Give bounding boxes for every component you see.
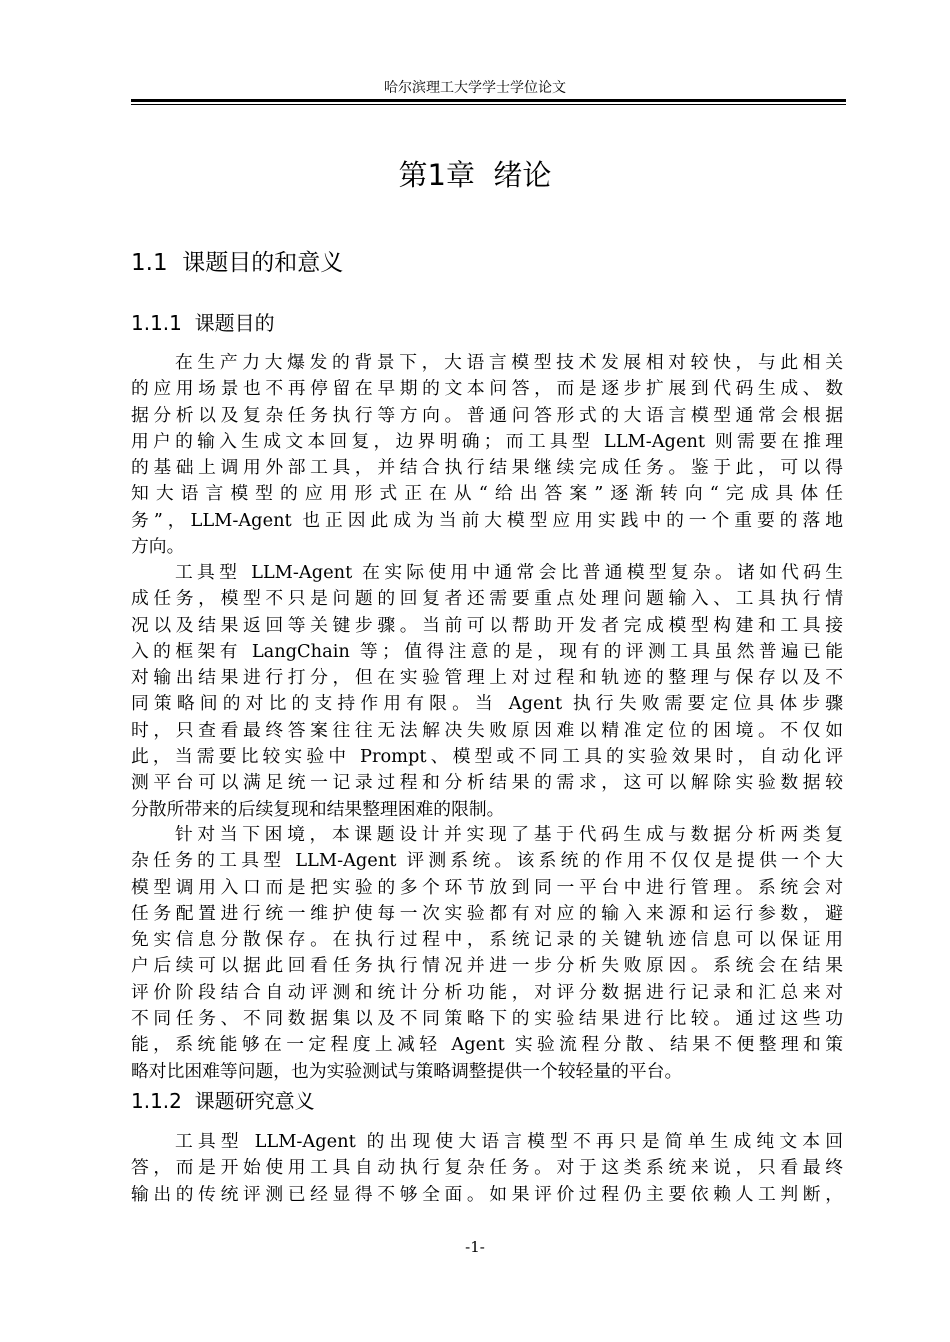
subsection-heading-significance: 1.1.2 课题研究意义 bbox=[131, 1089, 315, 1113]
text-line: 的基础上调用外部工具，并结合执行结果继续完成任务。鉴于此，可以得 bbox=[131, 457, 843, 479]
paragraph-4 bbox=[131, 1129, 843, 1208]
text-line: 成任务，模型不只是问题的回复者还需要重点处理问题输入、工具执行情 bbox=[131, 588, 843, 610]
page-number: -1- bbox=[465, 1238, 485, 1256]
text-line: 输出的传统评测已经显得不够全面。如果评价过程仍主要依赖人工判断， bbox=[131, 1183, 843, 1205]
text-line: 工具型 LLM-Agent 在实际使用中通常会比普通模型复杂。诸如代码生 bbox=[175, 562, 843, 583]
text-line: 的应用场景也不再停留在早期的文本问答，而是逐步扩展到代码生成、数 bbox=[131, 378, 843, 400]
text-line: 能，系统能够在一定程度上减轻 Agent 实验流程分散、结果不便整理和策 bbox=[131, 1034, 843, 1056]
text-line: 用户的输入生成文本回复，边界明确；而工具型 LLM-Agent 则需要在推理 bbox=[131, 430, 843, 452]
section-heading: 1.1 课题目的和意义 bbox=[131, 250, 344, 276]
text-line: 任务配置进行统一维护使每一次实验都有对应的输入来源和运行参数，避 bbox=[131, 902, 843, 924]
chapter-title: 第1章 绪论 bbox=[398, 158, 552, 192]
subsection-heading-purpose: 1.1.1 课题目的 bbox=[131, 311, 275, 335]
text-line: 此，当需要比较实验中 Prompt、模型或不同工具的实验效果时，自动化评 bbox=[131, 746, 843, 768]
text-line: 答，而是开始使用工具自动执行复杂任务。对于这类系统来说，只看最终 bbox=[131, 1157, 843, 1179]
text-line: 杂任务的工具型 LLM-Agent 评测系统。该系统的作用不仅仅是提供一个大 bbox=[131, 850, 843, 872]
header-rule-thin bbox=[131, 104, 846, 105]
text-line: 据分析以及复杂任务执行等方向。普通问答形式的大语言模型通常会根据 bbox=[131, 404, 843, 426]
text-line: 方向。 bbox=[131, 536, 185, 558]
paragraph-2 bbox=[131, 560, 843, 823]
text-line: 户后续可以据此回看任务执行情况并进一步分析失败原因。系统会在结果 bbox=[131, 955, 843, 977]
header-rule-thick bbox=[131, 99, 846, 102]
running-header: 哈尔滨理工大学学士学位论文 bbox=[384, 80, 566, 96]
text-line: 对输出结果进行打分，但在实验管理上对过程和轨迹的整理与保存以及不 bbox=[131, 667, 843, 689]
text-line: 知大语言模型的应用形式正在从“给出答案”逐渐转向“完成具体任 bbox=[131, 483, 843, 505]
text-line: 时，只查看最终答案往往无法解决失败原因难以精准定位的困境。不仅如 bbox=[131, 719, 843, 741]
text-line: 务”，LLM-Agent 也正因此成为当前大模型应用实践中的一个重要的落地 bbox=[131, 509, 843, 531]
text-line: 略对比困难等问题，也为实验测试与策略调整提供一个较轻量的平台。 bbox=[131, 1060, 683, 1082]
text-line: 同策略间的对比的支持作用有限。当 Agent 执行失败需要定位具体步骤 bbox=[131, 693, 843, 715]
text-line: 模型调用入口而是把实验的多个环节放到同一平台中进行管理。系统会对 bbox=[131, 876, 843, 898]
paragraph-1 bbox=[131, 350, 843, 560]
text-line: 分散所带来的后续复现和结果整理困难的限制。 bbox=[131, 798, 505, 820]
text-line: 入的框架有 LangChain 等；值得注意的是，现有的评测工具虽然普遍已能 bbox=[131, 640, 843, 662]
text-line: 评价阶段结合自动评测和统计分析功能，对评分数据进行记录和汇总来对 bbox=[131, 981, 843, 1003]
text-line: 免实信息分散保存。在执行过程中，系统记录的关键轨迹信息可以保证用 bbox=[131, 929, 843, 951]
paragraph-3 bbox=[131, 822, 843, 1085]
text-line: 测平台可以满足统一记录过程和分析结果的需求，这可以解除实验数据较 bbox=[131, 772, 843, 794]
text-line: 况以及结果返回等关键步骤。当前可以帮助开发者完成模型构建和工具接 bbox=[131, 614, 843, 636]
text-line: 在生产力大爆发的背景下，大语言模型技术发展相对较快，与此相关 bbox=[175, 352, 843, 373]
text-line: 针对当下困境，本课题设计并实现了基于代码生成与数据分析两类复 bbox=[175, 824, 843, 845]
text-line: 不同任务、不同数据集以及不同策略下的实验结果进行比较。通过这些功 bbox=[131, 1008, 843, 1030]
text-line: 工具型 LLM-Agent 的出现使大语言模型不再只是简单生成纯文本回 bbox=[175, 1131, 843, 1152]
